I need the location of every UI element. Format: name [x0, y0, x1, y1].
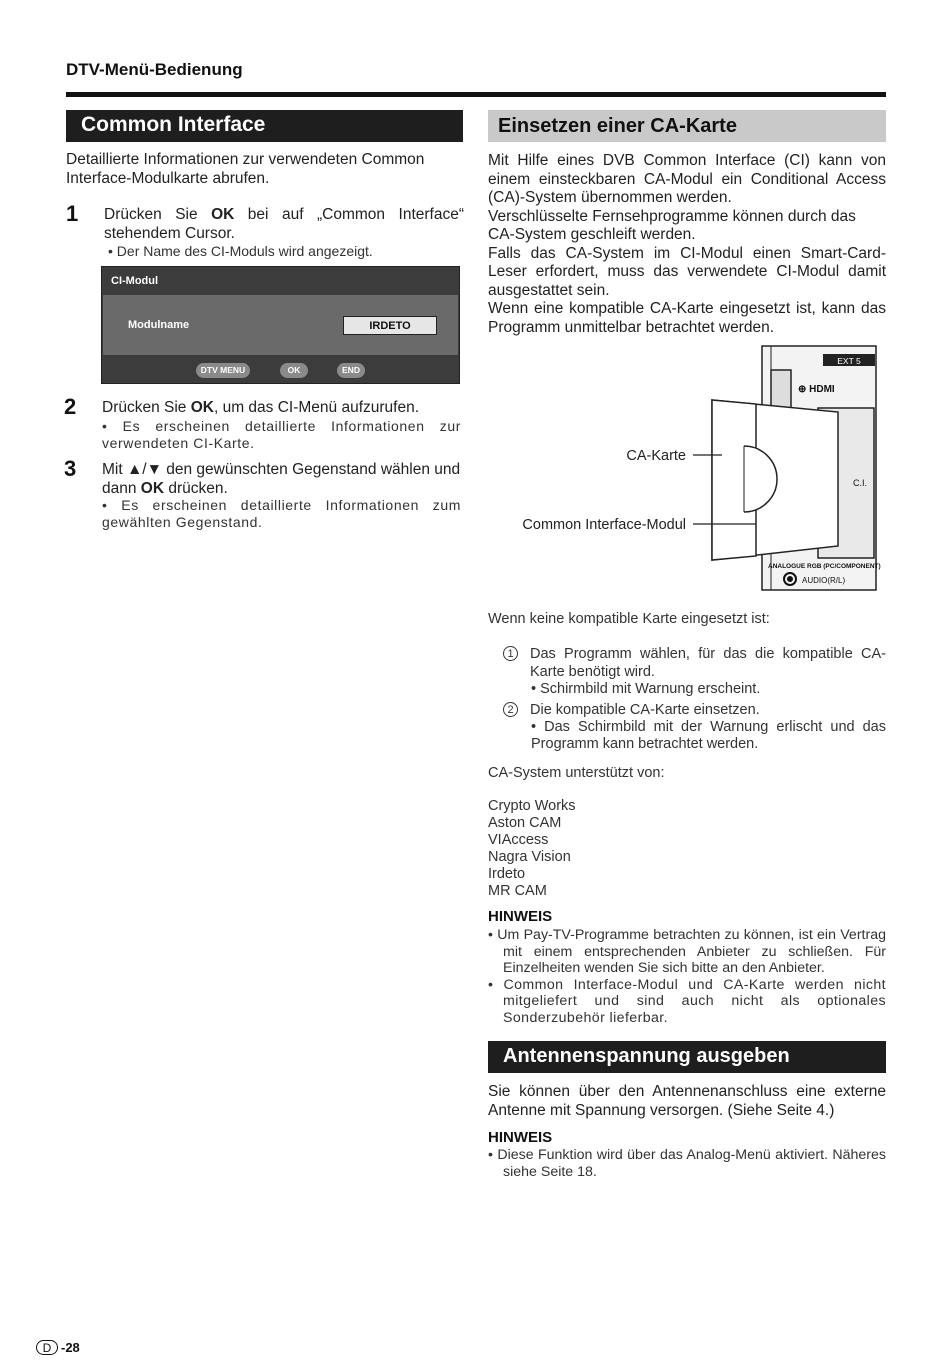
page-number: -28	[61, 1340, 80, 1355]
ok-button: OK	[280, 363, 308, 378]
ca-system-item: MR CAM	[488, 883, 547, 899]
header-rule	[66, 92, 886, 97]
hinweis-1-item-2: • Common Interface-Modul und CA-Karte werden nicht mitgeliefert und sind auch nicht als optionales Sonderzubehör lieferbar.	[488, 976, 886, 1026]
audio-port-label: AUDIO(R/L)	[802, 576, 846, 585]
ca-supported-label: CA-System unterstützt von:	[488, 765, 665, 781]
ca-card-insertion-diagram	[488, 340, 886, 595]
ca-intro-para-4: Wenn eine kompatible CA-Karte eingesetzt ist, kann das Programm unmittelbar betrachtet werden.	[488, 300, 886, 336]
circled-number-2: 2	[503, 702, 518, 717]
ca-card-label: CA-Karte	[626, 448, 686, 464]
ci-dialog-body	[103, 295, 458, 355]
hinweis-1-item-1: • Um Pay-TV-Programme betrachten zu können, ist ein Vertrag mit einem entsprechenden Anbieter zu schließen. Für Einzelheiten wenden Sie sich bitte an den Anbieter.	[488, 927, 886, 977]
hinweis-1-title: HINWEIS	[488, 908, 553, 925]
hinweis-1-list	[488, 927, 886, 1027]
no-card-item-2-bullet: • Das Schirmbild mit der Warnung erlischt und das Programm kann betrachtet werden.	[531, 719, 886, 752]
section-title-antennenspannung: Antennenspannung ausgeben	[488, 1041, 886, 1073]
step-2-number: 2	[64, 394, 77, 419]
ext5-port-label: EXT 5	[837, 356, 861, 366]
step-2-text: Drücken Sie OK, um das CI-Menü aufzurufen.	[102, 399, 420, 416]
ca-system-item: Aston CAM	[488, 815, 562, 831]
modulname-value: IRDETO	[343, 316, 437, 335]
no-card-list	[503, 645, 886, 753]
ca-intro-para-3: Falls das CA-System im CI-Modul einen Smart-Card-Leser erfordert, muss das verwendete CI-Modul damit ausgestattet sein.	[488, 244, 886, 299]
modulname-label: Modulname	[128, 319, 190, 331]
page-footer	[36, 1340, 80, 1355]
ca-intro-para-1: Mit Hilfe eines DVB Common Interface (CI) kann von einem einsteckbaren CA-Modul ein Conditional Access (CA)-System übernommen werden.	[488, 152, 886, 206]
ci-module-label: Common Interface-Modul	[522, 517, 686, 533]
hdmi-port-label: ⊕ HDMI	[798, 384, 835, 395]
ca-intro-para-2: Verschlüsselte Fernsehprogramme können durch das CA-System geschleift werden.	[488, 207, 856, 243]
dtv-menu-button: DTV MENU	[196, 363, 250, 378]
language-badge: D	[36, 1340, 58, 1355]
hinweis-2-item-1: • Diese Funktion wird über das Analog-Menü aktiviert. Näheres siehe Seite 18.	[488, 1147, 886, 1180]
no-card-item-2-text: Die kompatible CA-Karte einsetzen.	[530, 702, 760, 718]
no-card-heading: Wenn keine kompatible Karte eingesetzt ist:	[488, 611, 770, 627]
common-interface-intro: Detaillierte Informationen zur verwendeten Common Interface-Modulkarte abrufen.	[66, 151, 425, 187]
section-title-common-interface: Common Interface	[66, 110, 463, 142]
hinweis-2-title: HINWEIS	[488, 1129, 553, 1146]
ci-module-dialog	[101, 266, 460, 384]
ca-system-item: VIAccess	[488, 832, 549, 848]
step-2-bullet: • Es erscheinen detaillierte Informationen zur verwendeten CI-Karte.	[102, 418, 461, 451]
antennenspannung-text: Sie können über den Antennenanschluss eine externe Antenne mit Spannung versorgen. (Siehe Seite 4.)	[488, 1083, 886, 1119]
ci-slot-label: C.I.	[853, 478, 868, 488]
ca-system-item: Nagra Vision	[488, 849, 571, 865]
step-3-bullet: • Es erscheinen detaillierte Informationen zum gewählten Gegenstand.	[102, 497, 461, 530]
no-card-item-2	[503, 701, 886, 719]
no-card-item-1	[503, 645, 886, 681]
end-button: END	[337, 363, 365, 378]
step-1-bullet: • Der Name des CI-Moduls wird angezeigt.	[108, 243, 373, 259]
ca-system-item: Crypto Works	[488, 798, 576, 814]
no-card-item-1-bullet: • Schirmbild mit Warnung erscheint.	[531, 681, 761, 697]
no-card-item-1-text: Das Programm wählen, für das die kompatible CA-Karte benötigt wird.	[530, 646, 886, 680]
ca-system-item: Irdeto	[488, 866, 526, 882]
step-1-number: 1	[66, 201, 79, 226]
circled-number-1: 1	[503, 646, 518, 661]
page-header-title: DTV-Menü-Bedienung	[66, 60, 243, 79]
ca-intro	[488, 152, 886, 337]
step-3-number: 3	[64, 456, 77, 481]
step-1-text: Drücken Sie OK bei auf „Common Interface“ stehendem Cursor.	[104, 206, 464, 242]
step-3-text: Mit ▲/▼ den gewünschten Gegenstand wählen und dann OK drücken.	[102, 461, 461, 497]
ca-systems-list	[488, 798, 576, 900]
ci-dialog-title: CI-Modul	[111, 275, 159, 287]
section-title-ca-karte: Einsetzen einer CA-Karte	[488, 110, 886, 142]
rgb-port-label: ANALOGUE RGB (PC/COMPONENT)	[768, 563, 881, 570]
